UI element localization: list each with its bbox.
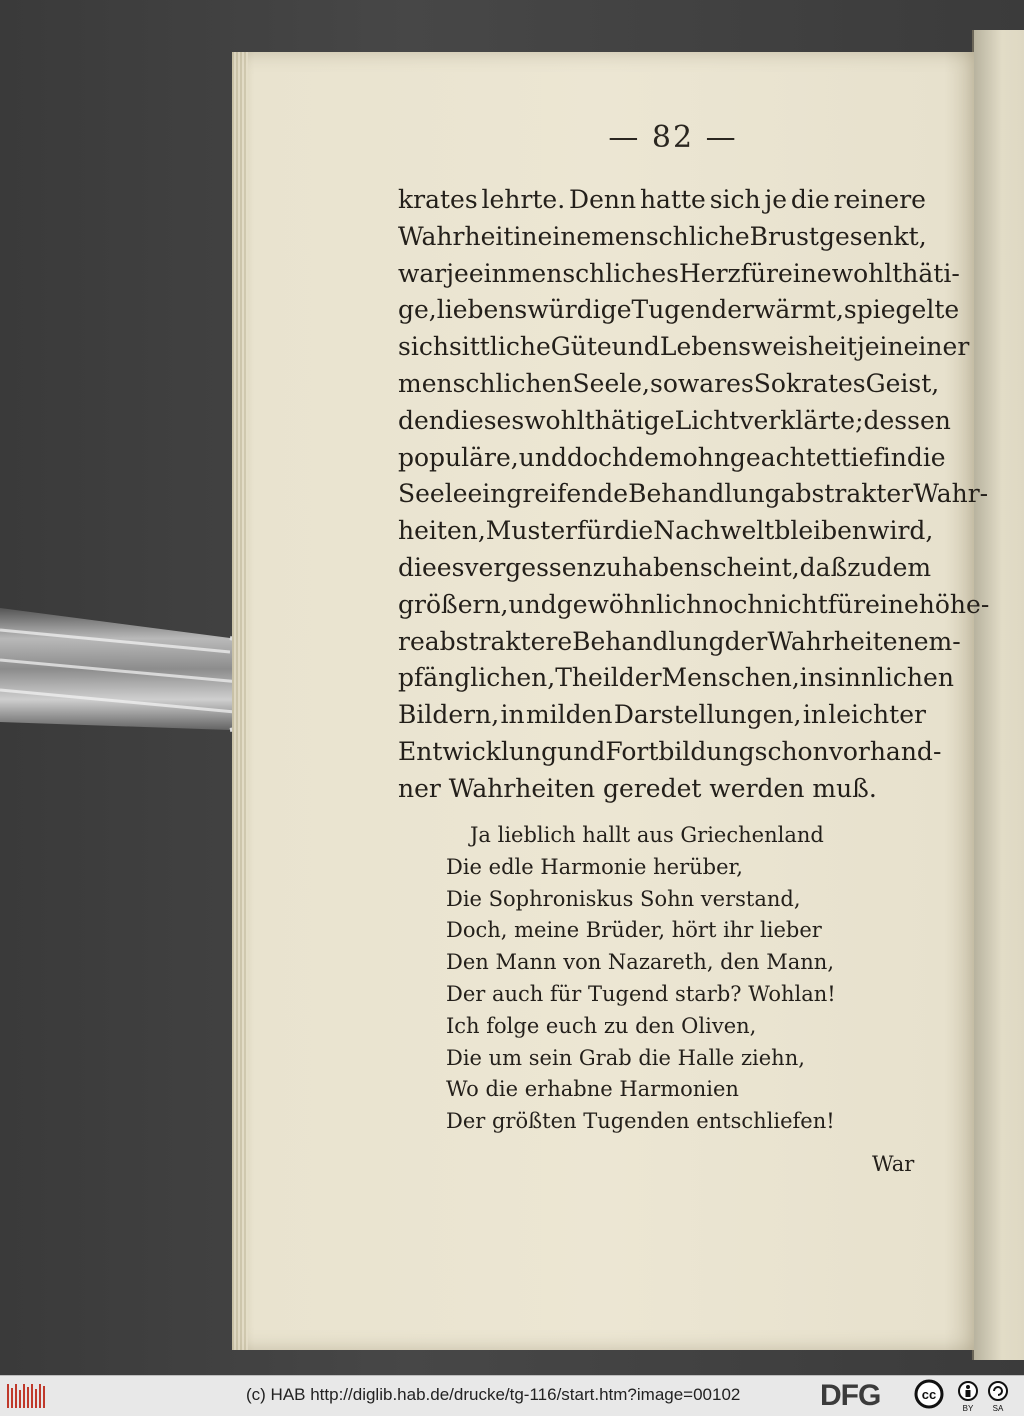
word: re — [398, 626, 425, 656]
body-line — [398, 366, 940, 403]
word: so — [650, 368, 678, 398]
word: dieses — [444, 405, 525, 435]
word: für — [740, 258, 779, 288]
body-line — [398, 734, 942, 771]
word: und — [611, 332, 660, 362]
word: daß — [799, 552, 848, 582]
word: scheint, — [699, 552, 800, 582]
word: eine — [865, 589, 919, 619]
by-label: BY — [962, 1404, 974, 1413]
body-line — [398, 587, 990, 624]
word: schon — [754, 736, 829, 766]
word: Denn — [569, 185, 637, 214]
body-line — [398, 329, 970, 366]
word: der — [724, 626, 768, 656]
word: zu — [847, 552, 877, 582]
word: sittliche — [448, 332, 551, 362]
word: vergessen — [464, 552, 593, 582]
word: einer — [903, 332, 970, 362]
word: krates — [398, 185, 478, 214]
word: milden — [525, 700, 613, 730]
body-text — [398, 182, 990, 808]
word: doch — [566, 442, 629, 472]
word: menschlichen — [398, 368, 573, 398]
word: leichter — [828, 700, 926, 730]
barcode-icon — [6, 1382, 46, 1410]
word: dem — [876, 552, 932, 582]
word: die — [614, 516, 654, 546]
word: sich — [398, 332, 449, 362]
next-page-edge — [972, 30, 1024, 1360]
word: vorhand- — [828, 736, 942, 766]
word: die — [906, 442, 946, 472]
word: die — [398, 552, 437, 582]
license-icons[interactable] — [912, 1379, 1020, 1413]
verse-line: Ich folge euch zu den Oliven, — [446, 1013, 757, 1038]
word: zu — [592, 552, 622, 582]
body-line — [398, 182, 926, 219]
word: heiten, — [398, 516, 486, 546]
verse-line: Ja lieblich hallt aus Griechenland — [470, 823, 824, 847]
word: je — [764, 185, 788, 214]
catchword: War — [872, 1152, 915, 1176]
word: für — [827, 589, 866, 619]
word: abstrakter — [780, 479, 914, 509]
verse-block — [446, 820, 886, 1138]
word: Lebensweisheit — [659, 332, 857, 362]
page-edge-stack — [232, 52, 248, 1350]
word: Wahr- — [913, 479, 989, 509]
body-line — [398, 292, 960, 329]
verse-line: Die um sein Grab die Halle ziehn, — [446, 1045, 805, 1070]
word: Geist, — [865, 368, 940, 398]
word: Behandlung — [572, 626, 725, 656]
word: gesenkt, — [818, 221, 927, 251]
word: Darstellungen, — [613, 700, 802, 730]
word: in — [500, 700, 525, 730]
word: die — [790, 185, 830, 214]
verse-line: Doch, meine Brüder, hört ihr lieber — [446, 918, 822, 943]
word: Menschen, — [661, 663, 800, 693]
word: wird, — [868, 516, 934, 546]
word: Behandlung — [628, 479, 781, 509]
word: bleiben — [774, 516, 869, 546]
word: für — [577, 516, 615, 546]
word: und — [508, 589, 557, 619]
body-line — [398, 550, 932, 587]
verse-line: Den Mann von Nazareth, den Mann, — [446, 950, 834, 975]
word: verklärte; — [739, 405, 864, 435]
verse-line: Die edle Harmonie herüber, — [446, 854, 743, 879]
body-line — [398, 219, 926, 256]
word: sich — [709, 185, 761, 214]
word: in — [799, 663, 824, 693]
body-line — [398, 440, 946, 477]
word: in — [513, 221, 538, 251]
word: größern, — [398, 589, 509, 619]
word: ge, — [398, 295, 437, 325]
word: war — [398, 258, 447, 288]
word: menschliche — [591, 221, 750, 251]
cc-icon — [916, 1381, 942, 1407]
body-line — [398, 624, 961, 661]
word: höhe- — [918, 589, 990, 619]
word: je — [446, 258, 469, 288]
footer-bar — [0, 1375, 1024, 1416]
word: Entwicklung — [398, 736, 558, 766]
word: Herz — [678, 258, 741, 288]
word: Güte — [550, 332, 612, 362]
word: es — [726, 368, 754, 398]
word: Seele — [398, 479, 468, 509]
word: Sokrates — [753, 368, 866, 398]
word: wohlthätige — [524, 405, 675, 435]
word: Nachwelt — [653, 516, 775, 546]
dfg-logo: DFG — [820, 1379, 881, 1412]
word: lehrte. — [481, 185, 566, 214]
word: Wahrheit — [398, 221, 514, 251]
body-line: ner Wahrheiten geredet werden muß. — [398, 773, 877, 803]
word: noch — [702, 589, 764, 619]
word: Tugend — [631, 295, 728, 325]
word: Licht — [674, 405, 740, 435]
word: und — [557, 736, 606, 766]
word: eine — [778, 258, 832, 288]
word: eingreifende — [467, 479, 629, 509]
word: demohngeachtet — [628, 442, 841, 472]
word: Muster — [485, 516, 578, 546]
word: Wahrheiten — [767, 626, 914, 656]
word: sinnlichen — [823, 663, 954, 693]
word: populäre, — [398, 442, 519, 472]
word: je — [856, 332, 880, 362]
by-icon — [959, 1382, 977, 1413]
word: erwärmt, — [727, 295, 844, 325]
body-line — [398, 697, 926, 734]
word: Fortbildung — [605, 736, 755, 766]
word: in — [882, 442, 907, 472]
word: nicht — [763, 589, 828, 619]
body-line — [398, 660, 954, 697]
word: em- — [913, 626, 961, 656]
word: abstraktere — [424, 626, 573, 656]
word: Brust — [749, 221, 819, 251]
body-line — [398, 513, 934, 550]
word: dessen — [863, 405, 951, 435]
sa-label: SA — [992, 1404, 1004, 1413]
verse-line: Wo die erhabne Harmonien — [446, 1077, 739, 1102]
word: in — [879, 332, 904, 362]
body-line — [398, 403, 951, 440]
word: Seele, — [572, 368, 650, 398]
verse-line: Die Sophroniskus Sohn verstand, — [446, 886, 801, 911]
word: hatte — [639, 185, 706, 214]
word: war — [677, 368, 727, 398]
word: tief — [840, 442, 883, 472]
word: reinere — [833, 185, 926, 214]
word: den — [398, 405, 445, 435]
verse-line: Der auch für Tugend starb? Wohlan! — [446, 981, 836, 1006]
svg-text:cc: cc — [921, 1387, 937, 1402]
word: ein — [468, 258, 508, 288]
body-line — [398, 256, 960, 293]
word: der — [618, 663, 662, 693]
word: liebenswürdige — [436, 295, 632, 325]
word: haben — [621, 552, 700, 582]
citation-link[interactable]: (c) HAB http://diglib.hab.de/drucke/tg-116/start.htm?image=00102 — [246, 1385, 741, 1404]
word: in — [802, 700, 827, 730]
body-line — [398, 476, 989, 513]
word: gewöhnlich — [556, 589, 703, 619]
sa-icon — [989, 1382, 1007, 1413]
verse-line: Der größten Tugenden entschliefen! — [446, 1109, 835, 1134]
word: es — [436, 552, 465, 582]
word: spiegelte — [843, 295, 960, 325]
word: Theil — [555, 663, 619, 693]
word: pfänglichen, — [398, 663, 556, 693]
word: wohlthäti- — [831, 258, 960, 288]
page-number: — 82 — — [608, 120, 738, 155]
word: menschliches — [507, 258, 679, 288]
word: eine — [537, 221, 592, 251]
word: und — [518, 442, 567, 472]
word: Bildern, — [398, 700, 500, 730]
